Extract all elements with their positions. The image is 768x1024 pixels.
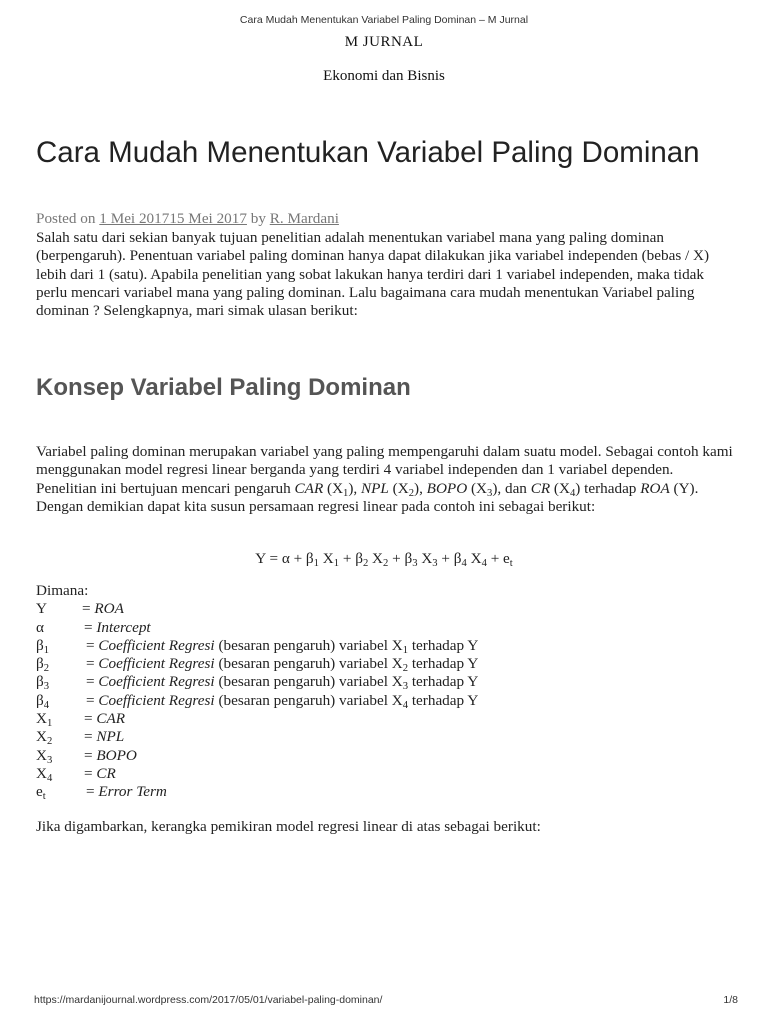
text: =	[86, 636, 99, 654]
subscript: 1	[343, 487, 349, 499]
definition	[84, 728, 124, 746]
page-number: 1/8	[723, 994, 738, 1006]
subscript: 2	[402, 663, 409, 675]
term: Error Term	[98, 783, 167, 801]
subscript: 3	[402, 681, 409, 693]
post-meta	[36, 210, 736, 228]
text: β	[36, 636, 44, 654]
text: =	[86, 691, 99, 709]
text: (Y). Dengan demikian dapat kita susun persamaan regresi linear pada contoh ini sebagai berikut:	[36, 479, 699, 515]
eq-sub: 2	[362, 558, 369, 569]
text: e	[36, 783, 43, 801]
subscript: 1	[46, 718, 53, 730]
definition-row-b2	[36, 655, 479, 675]
section-heading: Konsep Variabel Paling Dominan	[36, 374, 411, 401]
text: =	[86, 655, 99, 673]
text: ),	[348, 479, 362, 497]
definition-row-x2	[36, 728, 125, 748]
eq-sub: 1	[313, 558, 319, 569]
symbol	[36, 765, 52, 783]
regression-equation	[0, 550, 768, 568]
text: (X	[323, 479, 344, 497]
subscript: 1	[402, 644, 409, 656]
text: =	[84, 710, 97, 728]
text: (X	[467, 479, 487, 497]
text: (besaran pengaruh) variabel X	[214, 691, 403, 709]
dimana-label	[36, 582, 88, 600]
subscript: 4	[569, 487, 576, 499]
eq-part: + β	[437, 550, 462, 567]
text: terhadap Y	[408, 636, 479, 654]
symbol: α	[36, 618, 44, 636]
text: terhadap Y	[408, 655, 479, 673]
text: Dimana:	[36, 582, 89, 599]
text: X	[36, 746, 47, 764]
print-header: Cara Mudah Menentukan Variabel Paling Dominan – M Jurnal	[239, 14, 529, 26]
definition	[84, 747, 137, 765]
text: (X	[550, 479, 570, 497]
definition-row-x1	[36, 710, 126, 730]
eq-sub: 3	[412, 558, 418, 569]
eq-part: X	[466, 550, 482, 567]
term: Coefficient Regresi	[98, 673, 215, 691]
text: β	[36, 673, 44, 691]
definition	[84, 765, 116, 783]
eq-sub: 1	[333, 558, 340, 569]
intro-paragraph: Salah satu dari sekian banyak tujuan penelitian adalah menentukan variabel mana yang paling dominan (berpengaruh). Penentuan variabel paling dominan hanya dapat dilakukan jika variabel independen (bebas / X) lebih dari 1 (satu). Apabila penelitian yang sobat lakukan hanya terdiri dari 1 variabel independen, maka tidak perlu mencari variabel mana yang paling dominan. Lalu bagaimana cara mudah menentukan Variabel paling dominan ? Selengkapnya, mari simak ulasan berikut:	[36, 229, 710, 320]
definitions-list	[36, 582, 479, 803]
text: (besaran pengaruh) variabel X	[214, 636, 403, 654]
eq-part: X	[368, 550, 384, 567]
definition	[86, 783, 167, 801]
definition	[86, 673, 478, 691]
text: =	[82, 600, 95, 618]
subscript: 3	[46, 754, 53, 766]
eq-part: + β	[388, 550, 413, 567]
definition	[86, 637, 478, 655]
text: dan	[501, 479, 531, 497]
symbol	[36, 673, 49, 691]
text: X	[36, 710, 47, 728]
definition-row-x3	[36, 746, 137, 766]
definition	[86, 692, 478, 710]
text: ) terhadap	[575, 479, 641, 497]
definition	[82, 600, 124, 618]
definition	[84, 710, 125, 728]
post-date-link[interactable]: 1 Mei 201715 Mei 2017	[99, 210, 247, 227]
text: ),	[492, 479, 502, 497]
text: =	[86, 783, 99, 801]
definition-row-et	[36, 783, 167, 803]
eq-sub: 2	[383, 558, 389, 569]
term: ROA	[94, 600, 124, 618]
term: Intercept	[96, 618, 151, 636]
subscript: 4	[402, 699, 409, 711]
subscript: 2	[43, 663, 50, 675]
subscript: 2	[46, 736, 53, 748]
eq-sub: t	[509, 558, 513, 569]
subscript: 4	[43, 699, 50, 711]
subscript: 4	[46, 772, 53, 784]
definition-row-alpha	[36, 618, 151, 637]
term: CAR	[96, 710, 126, 728]
text: X	[36, 728, 47, 746]
symbol	[36, 783, 46, 801]
text: =	[86, 673, 99, 691]
concept-paragraph	[36, 443, 736, 516]
text: =	[84, 728, 97, 746]
text: (X	[388, 479, 409, 497]
definition	[86, 655, 478, 673]
term: CR	[96, 764, 116, 782]
eq-part: + e	[486, 550, 510, 567]
eq-sub: 4	[481, 558, 487, 569]
symbol	[36, 747, 52, 765]
symbol	[36, 637, 49, 655]
symbol: Y	[36, 600, 47, 618]
definition-row-b3	[36, 673, 479, 693]
eq-sub: 3	[432, 558, 438, 569]
subscript: 3	[43, 681, 50, 693]
symbol	[36, 692, 49, 710]
var-car: CAR	[294, 479, 324, 497]
subscript: 1	[43, 644, 50, 656]
eq-part: Y = α + β	[255, 550, 314, 567]
text: terhadap Y	[408, 673, 479, 691]
term: Coefficient Regresi	[98, 691, 215, 709]
text: Variabel paling dominan merupakan variabel yang paling mempengaruhi dalam suatu model. Sebagai contoh kami menggunakan model regresi linear berganda yang terdiri 4 variabel independen dan 1 variabel dependen. Penelitian ini bertujuan mencari pengaruh	[36, 443, 733, 497]
term: BOPO	[96, 746, 137, 764]
definition-row-y	[36, 600, 124, 618]
var-npl: NPL	[361, 479, 389, 497]
post-title: Cara Mudah Menentukan Variabel Paling Dominan	[36, 136, 700, 169]
eq-part: X	[417, 550, 433, 567]
var-bopo: BOPO	[426, 479, 468, 497]
definition-row-x4	[36, 764, 116, 784]
print-footer	[34, 994, 738, 1006]
footer-url: https://mardanijournal.wordpress.com/2017/05/01/variabel-paling-dominan/	[34, 994, 383, 1006]
symbol	[36, 710, 52, 728]
eq-sub: 4	[461, 558, 467, 569]
text: β	[36, 691, 44, 709]
site-description: Ekonomi dan Bisnis	[323, 68, 445, 84]
definition-row-b4	[36, 691, 479, 711]
term: Coefficient Regresi	[98, 655, 215, 673]
text: =	[84, 618, 97, 636]
site-title[interactable]: M JURNAL	[344, 34, 424, 50]
text: β	[36, 655, 44, 673]
term: Coefficient Regresi	[98, 636, 215, 654]
eq-part: X	[318, 550, 334, 567]
var-roa: ROA	[640, 479, 670, 497]
eq-part: + β	[339, 550, 363, 567]
author-link[interactable]: R. Mardani	[269, 210, 339, 227]
by-label: by	[250, 210, 266, 227]
var-cr: CR	[530, 479, 551, 497]
text: ),	[414, 479, 427, 497]
term: NPL	[96, 728, 125, 746]
symbol	[36, 655, 49, 673]
text: terhadap Y	[408, 691, 479, 709]
subscript: 3	[487, 487, 493, 499]
subscript: 2	[408, 487, 415, 499]
definition	[84, 619, 151, 637]
symbol	[36, 728, 52, 746]
framework-paragraph: Jika digambarkan, kerangka pemikiran model regresi linear di atas sebagai berikut:	[36, 818, 541, 835]
definition-row-b1	[36, 636, 479, 656]
text: (besaran pengaruh) variabel X	[214, 655, 403, 673]
subscript: t	[42, 791, 46, 803]
text: =	[84, 746, 97, 764]
text: X	[36, 764, 47, 782]
text: =	[84, 764, 97, 782]
posted-prefix: Posted on	[36, 210, 96, 227]
text: (besaran pengaruh) variabel X	[214, 673, 403, 691]
